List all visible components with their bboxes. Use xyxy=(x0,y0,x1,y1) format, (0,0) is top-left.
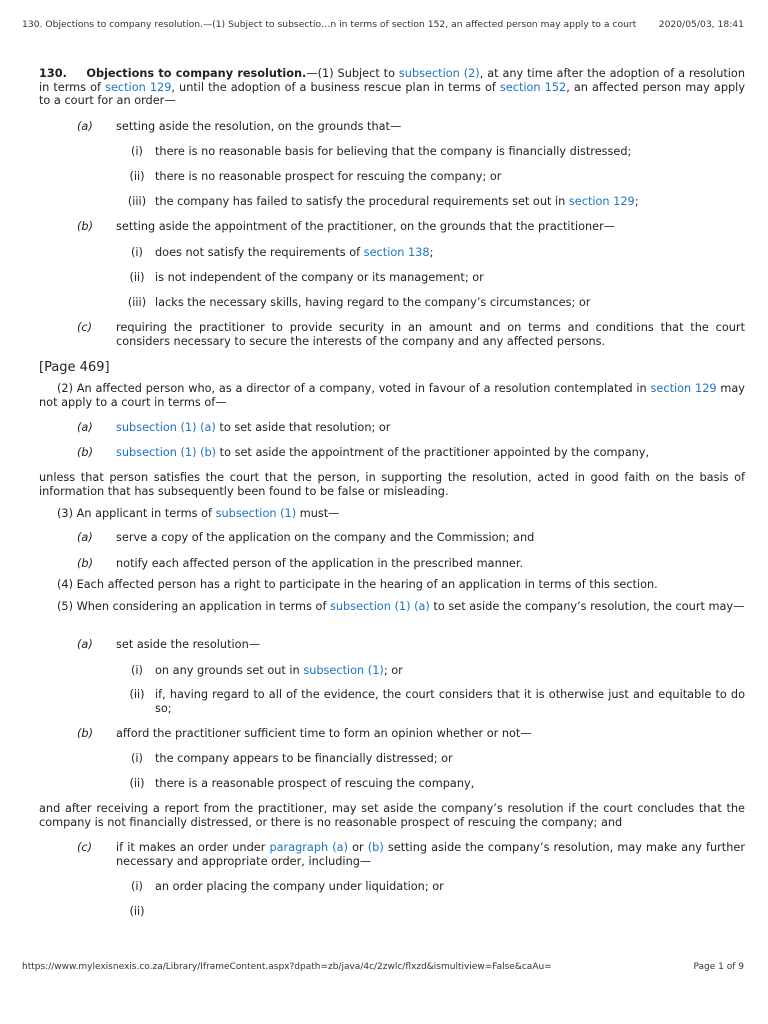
link-section-129[interactable]: section 129 xyxy=(105,80,172,94)
para-label: (a) xyxy=(77,638,93,651)
link-section-129[interactable]: section 129 xyxy=(650,382,717,395)
page-number: Page 1 of 9 xyxy=(693,962,744,972)
para-text: there is a reasonable prospect of rescuing the company, xyxy=(155,777,475,790)
para-text: is not independent of the company or its management; or xyxy=(155,271,484,284)
header-title: 130. Objections to company resolution.—(1) Subject to subsectio…n in terms of section 152, an affected person may apply to a court xyxy=(22,19,637,30)
para-text: setting aside the appointment of the practitioner, on the grounds that the practitioner— xyxy=(116,220,616,233)
link-paragraph-b[interactable]: (b) xyxy=(367,841,384,854)
para-label: (ii) xyxy=(129,777,145,790)
para-label: (a) xyxy=(77,120,93,133)
intro-text: —(1) Subject to xyxy=(306,67,399,80)
para-text: or xyxy=(348,841,368,854)
para-label: (c) xyxy=(77,841,93,854)
para-text: must— xyxy=(296,507,340,520)
para-text: there is no reasonable basis for believing that the company is financially distressed; xyxy=(155,145,632,158)
link-subsection-2[interactable]: subsection (2) xyxy=(398,67,480,80)
link-section-129[interactable]: section 129 xyxy=(568,195,635,208)
para-text: there is no reasonable prospect for rescuing the company; or xyxy=(155,170,502,183)
print-footer xyxy=(22,962,744,972)
intro-text: , an affected person may apply to a court for an order— xyxy=(39,80,746,107)
para-2 xyxy=(39,382,745,409)
para-text: on any grounds set out in xyxy=(155,664,304,677)
link-subsection-1a[interactable]: subsection (1) (a) xyxy=(116,421,216,434)
para-text: the company has failed to satisfy the procedural requirements set out in xyxy=(155,195,569,208)
para-text: (3) An applicant in terms of xyxy=(57,507,216,520)
page-reference: [Page 469] xyxy=(39,360,110,375)
para-text: does not satisfy the requirements of xyxy=(155,246,364,259)
para-label: (b) xyxy=(77,220,93,233)
para-5-closing: and after receiving a report from the practitioner, may set aside the company’s resolution if the court concludes that the company is not financially distressed, or there is no reasonable prospect of rescuing the company; and xyxy=(39,802,745,829)
para-label: (b) xyxy=(77,557,93,570)
para-4: (4) Each affected person has a right to participate in the hearing of an application in terms of this section. xyxy=(57,578,658,591)
print-header xyxy=(22,19,744,30)
link-subsection-1[interactable]: subsection (1) xyxy=(215,507,297,520)
para-text: setting aside the resolution, on the grounds that— xyxy=(116,120,402,133)
para-2-closing: unless that person satisfies the court that the person, in supporting the resolution, acted in good faith on the basis of information that has subsequently been found to be false or misleading. xyxy=(39,471,745,498)
para-text: (2) An affected person who, as a director of a company, voted in favour of a resolution contemplated in xyxy=(57,382,651,395)
link-paragraph-a[interactable]: paragraph (a) xyxy=(269,841,349,854)
link-section-138[interactable]: section 138 xyxy=(363,246,430,259)
intro-text: , at any time after the adoption of a resolution in terms of xyxy=(39,67,746,94)
para-text: the company appears to be financially distressed; or xyxy=(155,752,453,765)
para-label: (c) xyxy=(77,321,93,334)
para-text: setting aside the company’s resolution, may make any further necessary and appropriate order, including— xyxy=(116,841,745,868)
section-intro xyxy=(39,67,745,108)
para-label: (i) xyxy=(131,145,143,158)
link-subsection-1a[interactable]: subsection (1) (a) xyxy=(330,600,430,613)
para-label: (iii) xyxy=(127,296,147,309)
para-text: if it makes an order under xyxy=(116,841,270,854)
para-label: (ii) xyxy=(129,271,145,284)
para-text: ; or xyxy=(383,664,403,677)
para-label: (i) xyxy=(131,880,143,893)
para-text: lacks the necessary skills, having regard to the company’s circumstances; or xyxy=(155,296,591,309)
para-label: (i) xyxy=(131,246,143,259)
section-number: 130. xyxy=(39,67,67,80)
para-text: if, having regard to all of the evidence, the court considers that it is otherwise just and equitable to do so; xyxy=(155,688,745,715)
para-label: (iii) xyxy=(127,195,147,208)
para-label: (b) xyxy=(77,446,93,459)
para-text: ; xyxy=(429,246,434,259)
header-timestamp: 2020/05/03, 18:41 xyxy=(658,19,744,30)
para-text: an order placing the company under liquidation; or xyxy=(155,880,444,893)
para-text: to set aside the company’s resolution, the court may— xyxy=(429,600,745,613)
intro-text: , until the adoption of a business rescue plan in terms of xyxy=(171,80,500,94)
link-subsection-1b[interactable]: subsection (1) (b) xyxy=(116,446,217,459)
para-label: (i) xyxy=(131,664,143,677)
para-text: set aside the resolution— xyxy=(116,638,261,651)
para-label: (ii) xyxy=(129,170,145,183)
link-subsection-1[interactable]: subsection (1) xyxy=(303,664,384,677)
para-text: to set aside that resolution; or xyxy=(215,421,391,434)
para-label: (ii) xyxy=(129,688,145,701)
para-label: (b) xyxy=(77,727,93,740)
para-text: requiring the practitioner to provide security in an amount and on terms and conditions that the court considers necessary to secure the interests of the company and any affected persons. xyxy=(116,321,745,348)
para-text: may not apply to a court in terms of— xyxy=(39,382,745,409)
para-3 xyxy=(39,507,745,521)
para-text: to set aside the appointment of the practitioner appointed by the company, xyxy=(216,446,650,459)
para-label: (i) xyxy=(131,752,143,765)
para-text: afford the practitioner sufficient time to form an opinion whether or not— xyxy=(116,727,532,740)
footer-url[interactable]: https://www.mylexisnexis.co.za/Library/IframeContent.aspx?dpath=zb/java/4c/2zwlc/flxzd&ismultiview=False&caAu= xyxy=(22,962,552,972)
para-text: (5) When considering an application in terms of xyxy=(57,600,331,613)
para-text: notify each affected person of the application in the prescribed manner. xyxy=(116,557,524,570)
para-label: (a) xyxy=(77,421,93,434)
section-heading: Objections to company resolution. xyxy=(86,67,307,80)
para-text: ; xyxy=(634,195,639,208)
para-label: (a) xyxy=(77,531,93,544)
para-text: serve a copy of the application on the company and the Commission; and xyxy=(116,531,535,544)
para-5 xyxy=(39,600,745,614)
link-section-152[interactable]: section 152 xyxy=(499,80,567,94)
para-label: (ii) xyxy=(129,905,145,918)
